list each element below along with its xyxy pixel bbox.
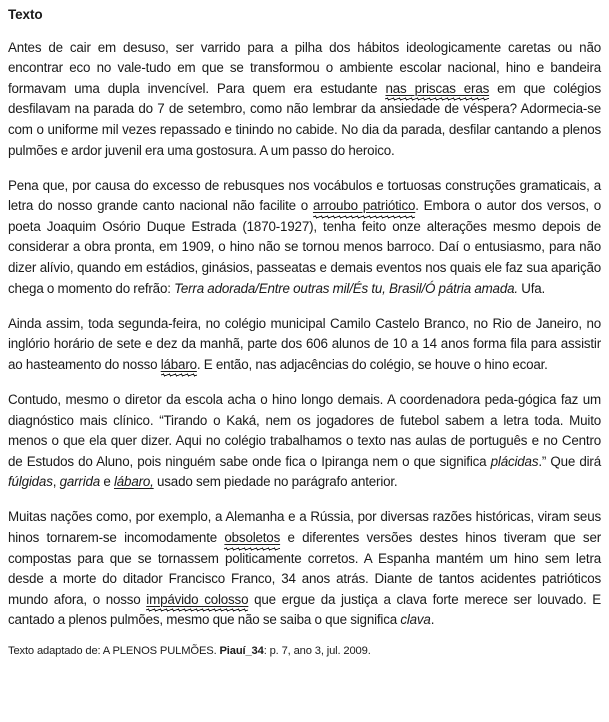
paragraph: Antes de cair em desuso, ser varrido para a pilha dos hábitos ideologicamente caretas ou não encontrar eco no vale-tudo em que se transformou o ambiente escolar nacional, hino e bandeira formavam uma dupla invencível. Para quem era estudante nas priscas eras em que colégios desfilavam na parada do 7 de setembro, como não lembrar da ansiedade de véspera? Adormecia-se com o uniforme mil vezes repassado e tinindo no cabide. No dia da parada, desfilar cantando a plenos pulmões e ardor juvenil era uma gostosura. A um passo do heroico. (8, 39, 601, 158)
highlighted-term: nas priscas eras (385, 80, 490, 96)
page-title: Texto (8, 7, 43, 22)
italic-term: plácidas (490, 453, 539, 469)
highlighted-term: impávido colosso (146, 591, 249, 607)
italic-underlined-term: lábaro, (114, 474, 154, 490)
source-citation (8, 643, 601, 659)
paragraph: Pena que, por causa do excesso de rebusques nos vocábulos e tortuosas construções gramaticais, a letra do nosso grande canto nacional não facilite o arroubo patriótico. Embora o autor dos versos, o poeta Joaquim Osório Duque Estrada (1870-1927), tenha feito onze alterações mesmo depois de considerar a obra pronta, em 1909, o hino não se tornou menos barroco. Daí o entusiasmo, para não dizer alívio, quando em estádios, ginásios, passeatas e demais eventos nos quais ele faz sua aparição chega o momento do refrão: Terra adorada/Entre outras mil/És tu, Brasil/Ó pátria amada. Ufa. (8, 177, 602, 296)
paragraph: Ainda assim, toda segunda-feira, no colégio municipal Camilo Castelo Branco, no Rio de Janeiro, no inglório horário de sete e dez da manhã, parte dos 606 alunos de 10 a 14 anos forma fila para assistir ao hasteamento do nosso lábaro. E então, nas adjacências do colégio, se houve o hino ecoar. (8, 315, 601, 372)
paragraph-list (8, 38, 601, 631)
italic-term: garrida (59, 474, 101, 490)
italic-term: fúlgidas (8, 474, 53, 490)
highlighted-term: obsoletos (224, 530, 281, 546)
source-publication: Piauí_34 (219, 644, 264, 657)
italic-term: Terra adorada/Entre outras mil/És tu, Brasil/Ó pátria amada. (174, 280, 518, 296)
paragraph: Contudo, mesmo o diretor da escola acha o hino longo demais. A coordenadora peda-gógica faz um diagnóstico mais clínico. “Tirando o Kaká, nem os jogadores de futebol sabem a letra toda. Muito menos o que ela quer dizer. Aqui no colégio trabalhamos o texto nas aulas de português e no Centro de Estudos do Aluno, pois ninguém sabe onde fica o Ipiranga nem o que significa plácidas.” Que dirá fúlgidas, garrida e lábaro, usado sem piedade no parágrafo anterior. (8, 391, 601, 490)
highlighted-term: arroubo patriótico (312, 198, 416, 214)
source-suffix: : p. 7, ano 3, jul. 2009. (263, 644, 371, 657)
highlighted-term: lábaro (160, 356, 197, 372)
paragraph: Muitas nações como, por exemplo, a Alemanha e a Rússia, por diversas razões históricas, viram seus hinos tornarem-se incomodamente obsoletos e diferentes versões destes hinos tiveram que ser compostas para que se tornassem politicamente corretos. A Espanha mantém um hino sem letra desde a morte do ditador Francisco Franco, 34 anos atrás. Diante de tantos acidentes patrióticos mundo afora, o nosso impávido colosso que ergue da justiça a clava forte merece ser louvado. E cantado a plenos pulmões, mesmo que não se saiba o que significa clava. (8, 509, 602, 628)
source-prefix: Texto adaptado de: A PLENOS PULMÕES. (8, 644, 220, 657)
italic-term: clava (400, 612, 431, 628)
